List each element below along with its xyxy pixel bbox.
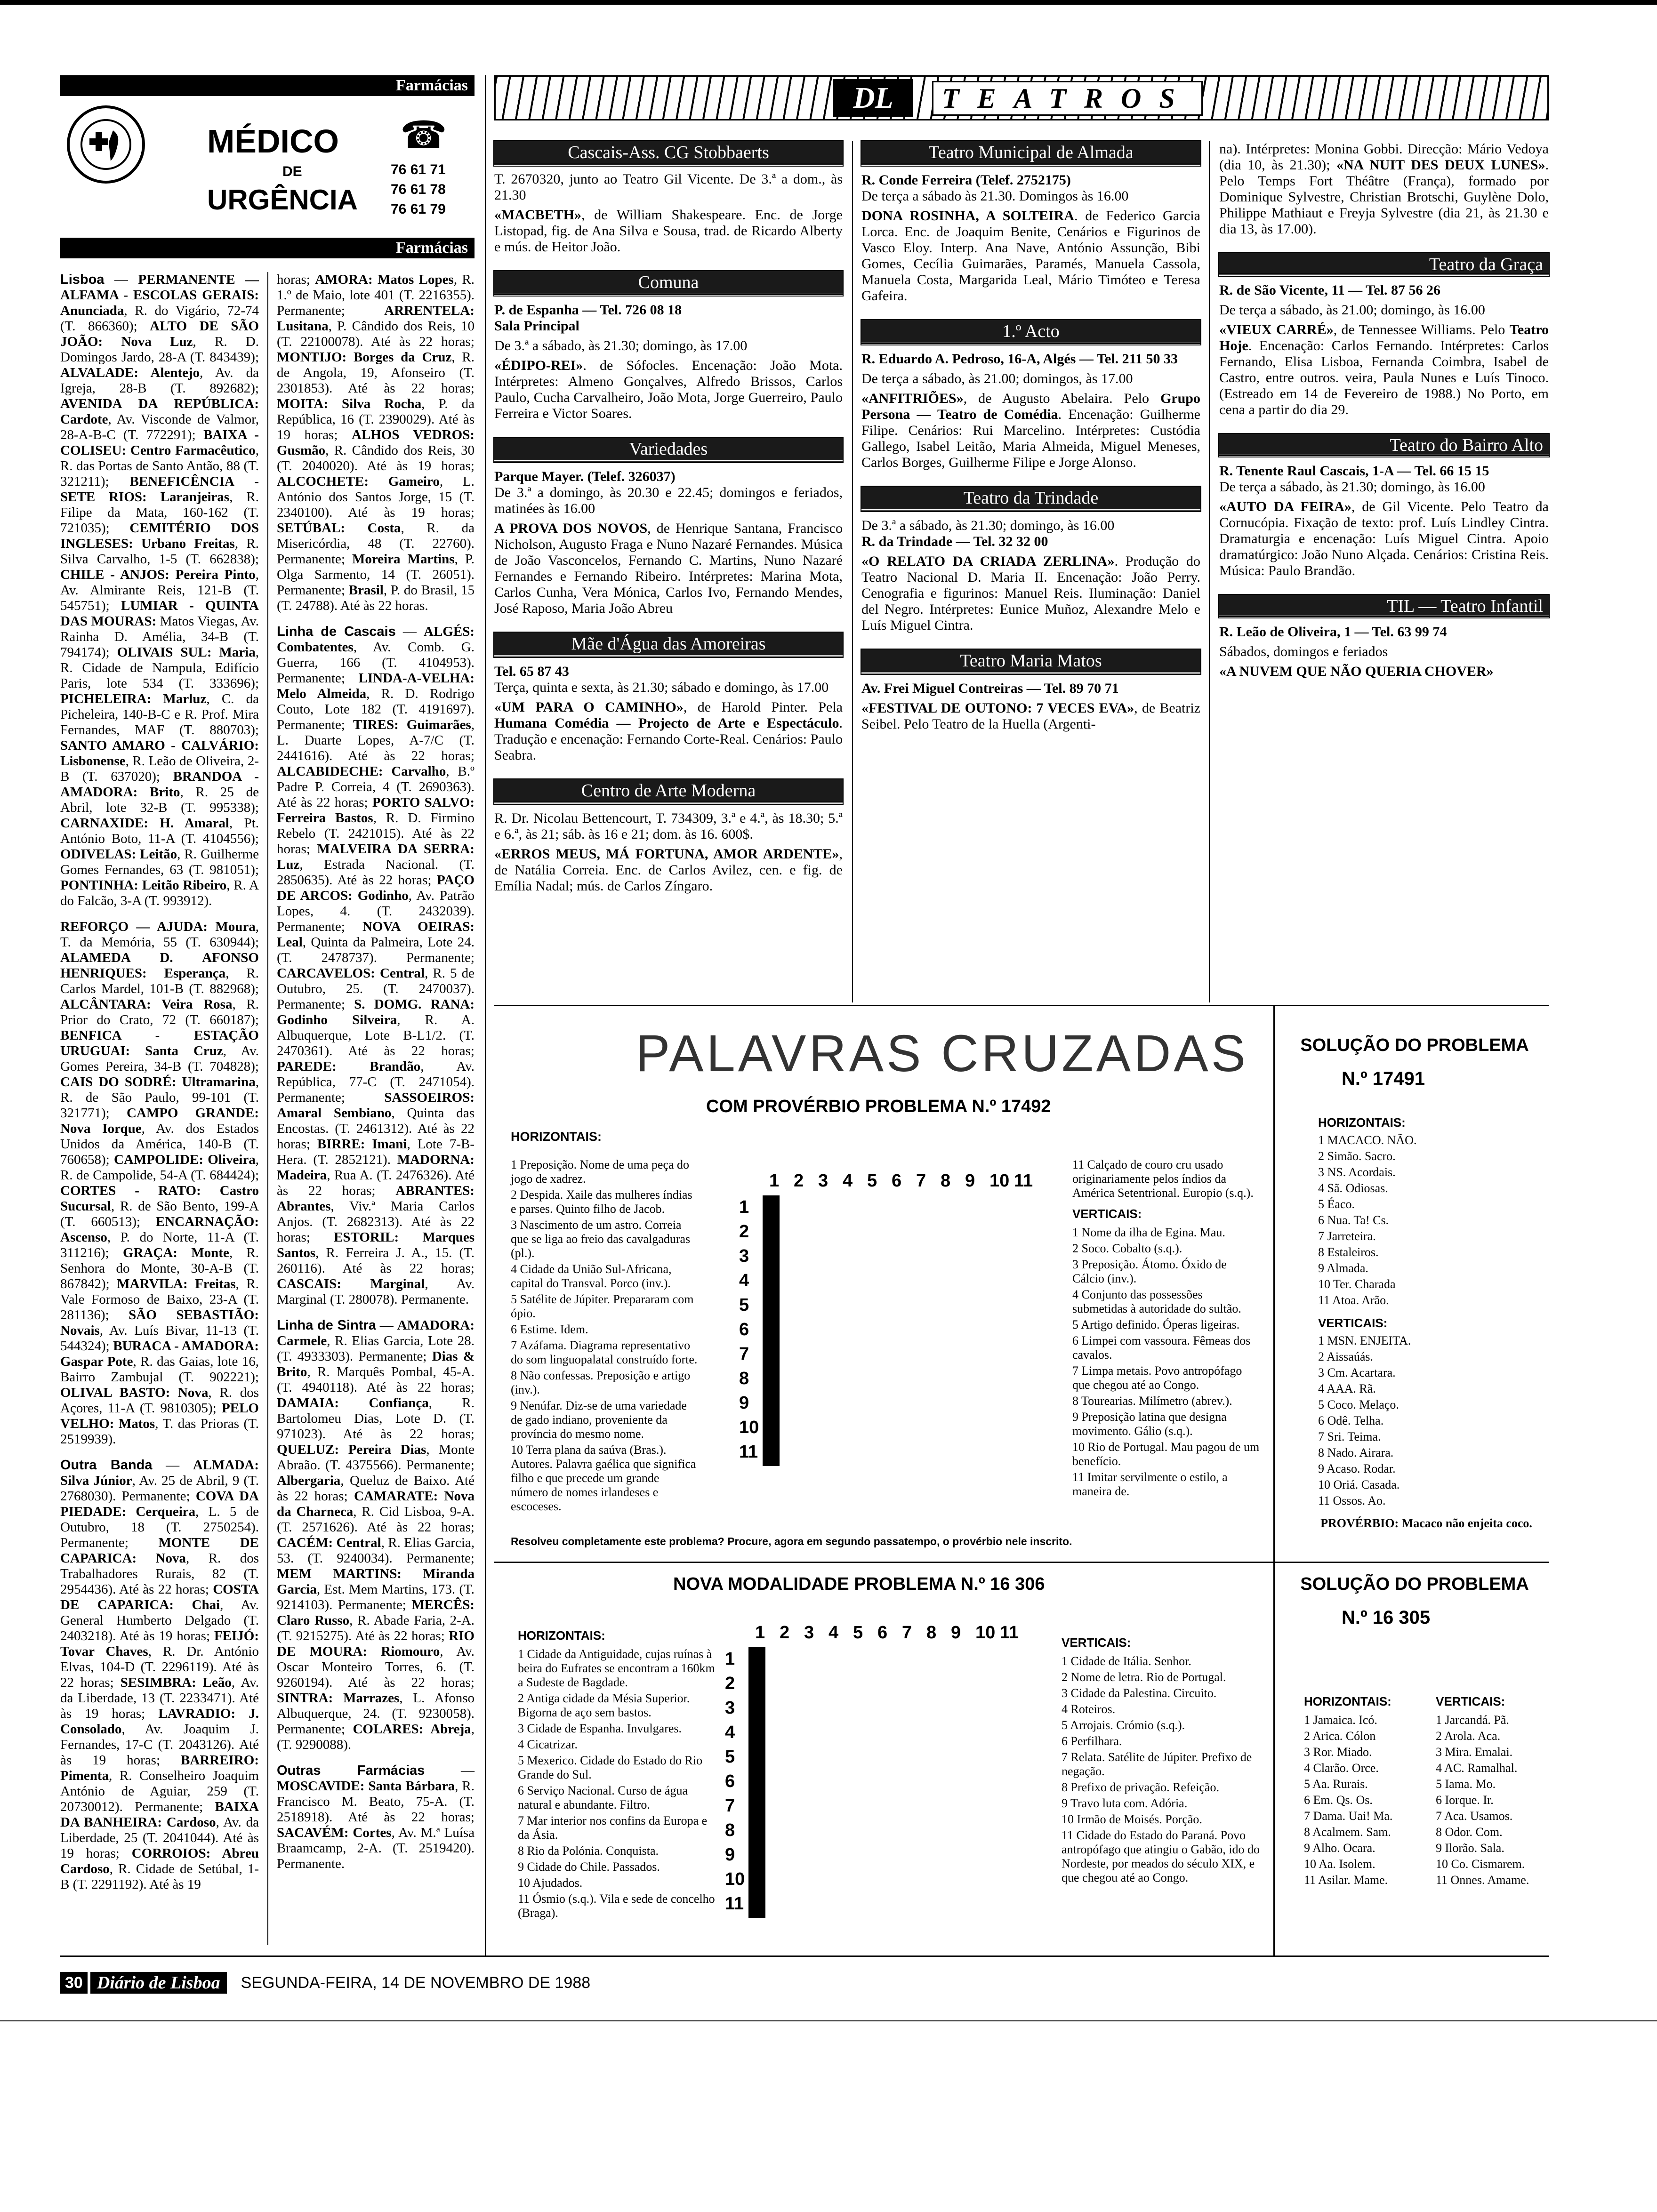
grid-row-number: 8: [739, 1369, 749, 1388]
listing-text: R. Conde Ferreira (Telef. 2752175) De terça a sábado às 21.30. Domingos às 16.00: [861, 172, 1129, 204]
text-paragraph: 10 Irmão de Moisés. Porção.: [1062, 1812, 1202, 1826]
text-paragraph: 3 Cm. Acartara.: [1318, 1366, 1396, 1379]
grid-column-number: 8: [941, 1171, 951, 1191]
listing-text: «FESTIVAL DE OUTONO: 7 VECES EVA», de Beatriz Seibel. Pelo Teatro de la Huella (Argenti-: [861, 700, 1200, 732]
theatre-listing: [861, 487, 1200, 633]
solution1-body: [1318, 1115, 1535, 1530]
text-paragraph: 1 Cidade de Itália. Senhor.: [1062, 1654, 1191, 1668]
listing-text: Av. Frei Miguel Contreiras — Tel. 89 70 71: [861, 681, 1119, 696]
grid-cell[interactable]: [778, 1417, 779, 1441]
listing-text: R. de São Vicente, 11 — Tel. 87 56 26: [1219, 282, 1441, 298]
text-paragraph: 9 Travo luta com. Adória.: [1062, 1796, 1188, 1810]
grid-column-number: 9: [951, 1623, 961, 1643]
text-paragraph: 7 Mar interior nos confins da Europa e da Ásia.: [518, 1814, 708, 1842]
grid-cell[interactable]: [778, 1441, 779, 1466]
horiz-label: HORIZONTAIS:: [518, 1628, 605, 1643]
listing-text: R. Dr. Nicolau Bettencourt, T. 734309, 3.ª e 4.ª, às 18.30; 5.ª e 6.ª, às 21; sáb. às 16 e 21; dom. às 16. 600$.: [494, 810, 843, 842]
listing-text: «MACBETH», de William Shakespeare. Enc. de Jorge Listopad, fig. de Ana Silva e Sousa, trad. de Ricardo Alberty e mús. de Heitor João.: [494, 207, 843, 255]
bottom-rule: [0, 2020, 1657, 2021]
text-paragraph: Lisboa — PERMANENTE — ALFAMA - ESCOLAS GERAIS: Anunciada, R. do Vigário, 72-74 (T. 866360); ALTO DE SÃO JOÃO: Nova Luz, R. D. Domingos Jardo, 28-A (T. 843439); ALVALADE: Alentejo, Av. da Igreja, 28-B (T. 892682); AVENIDA DA REPÚBLICA: Cardote, Av. Visconde de Valmor, 28-A-B-C (T. 772291); BAIXA - COLISEU: Centro Farmacêutico, R. das Portas de Santo Antão, 88 (T. 321211); BENEFICÊNCIA - SETE RIOS: Laranjeiras, R. Filipe da Mata, 160-162 (T. 721035); CEMITÉRIO DOS INGLESES: Urbano Freitas, R. Silva Carvalho, 1-5 (T. 662838); CHILE - ANJOS: Pereira Pinto, Av. Almirante Reis, 121-B (T. 545751); LUMIAR - QUINTA DAS MOURAS: Matos Viegas, Av. Rainha D. Amélia, 34-B (T. 794174); OLIVAIS SUL: Maria, R. Cidade de Nampula, Edifício Paris, lote 534 (T. 333696); PICHELEIRA: Marluz, C. da Picheleira, 140-B-C e R. Prof. Mira Fernandes, MAF (T. 880703); SANTO AMARO - CALVÁRIO: Lisbonense, R. Leão de Oliveira, 2-B (T. 637020); BRANDOA - AMADORA: Brito, R. 25 de Abril, lote 32-B (T. 995338); CARNAXIDE: H. Amaral, Pt. António Boto, 11-A (T. 4104556); ODIVELAS: Leitão, R. Guilherme Gomes Fernandes, 63 (T. 981051); PONTINHA: Leitão Ribeiro, R. A do Falcão, 3-A (T. 993912).: [60, 272, 259, 908]
grid-column-number: 7: [916, 1171, 926, 1191]
medico-label: MÉDICO: [207, 123, 339, 160]
text-paragraph: Linha de Cascais — ALGÉS: Combatentes, Av. Comb. G. Guerra, 166 (T. 4104953). Permanente; LINDA-A-VELHA: Melo Almeida, R. D. Rodrigo Couto, Lote 182 (T. 4191697). Permanente; TIRES: Guimarães, L. Duarte Lopes, A-7/C (T. 2441616). Até às 22 horas; ALCABIDECHE: Carvalho, B.º Padre P. Correia, 4 (T. 2690363). Até às 22 horas; PORTO SALVO: Ferreira Bastos, R. D. Firmino Rebelo (T. 2421015). Até às 22 horas; MALVEIRA DA SERRA: Luz, Estrada Nacional. (T. 2850635). Até às 22 horas; PAÇO DE ARCOS: Godinho, Av. Patrão Lopes, 4. (T. 2432039). Permanente; NOVA OEIRAS: Leal, Quinta da Palmeira, Lote 24. (T. 2478737). Permanente; CARCAVELOS: Central, R. 5 de Outubro, 25. (T. 2470037). Permanente; S. DOMG. RANA: Godinho Silveira, R. A. Albuquerque, Lote B-L1/2. (T. 2470361). Até às 22 horas; PAREDE: Brandão, Av. República, 77-C (T. 2471054). Permanente; SASSOEIROS: Amaral Sembiano, Quinta das Encostas. (T. 2461312). Até às 22 horas; BIRRE: Imani, Lote 7-B-Hera. (T. 2852121). MADORNA: Madeira, Rua A. (T. 2476326). Até às 22 horas; ABRANTES: Abrantes, Viv.ª Maria Carlos Anjos. (T. 2682313). Até às 22 horas; ESTORIL: Marques Santos, R. Ferreira J. A., 15. (T. 260116). Até às 22 horas; CASCAIS: Marginal, Av. Marginal (T. 280078). Permanente.: [277, 624, 475, 1307]
palavras-cruzadas-logo: PALAVRAS CRUZADAS: [635, 1025, 1249, 1082]
text-paragraph: 3 Preposição. Átomo. Óxido de Cálcio (inv.).: [1072, 1258, 1227, 1285]
text-paragraph: 5 Aa. Rurais.: [1304, 1777, 1368, 1791]
text-paragraph: 11 Imitar servilmente o estilo, a maneira de.: [1072, 1470, 1228, 1498]
text-paragraph: 3 NS. Acordais.: [1318, 1165, 1396, 1179]
solution2-number: N.º 16 305: [1342, 1607, 1431, 1628]
grid-cell[interactable]: [778, 1270, 779, 1294]
text-paragraph: 11 Onnes. Amame.: [1436, 1873, 1529, 1887]
page-number: 30: [60, 1972, 88, 1994]
text-paragraph: 3 Nascimento de um astro. Correia que se liga ao freio das cavalgaduras (pl.).: [511, 1218, 691, 1260]
pharmacy-list-col2: [277, 272, 475, 1945]
listing-text: T. 2670320, junto ao Teatro Gil Vicente. De 3.ª a dom., às 21.30: [494, 171, 843, 203]
text-paragraph: 3 Mira. Emalai.: [1436, 1745, 1513, 1759]
theatre-listing: [861, 649, 1200, 732]
text-paragraph: 8 Prefixo de privação. Refeição.: [1062, 1780, 1219, 1794]
text-paragraph: 10 Ajudados.: [518, 1876, 583, 1890]
text-paragraph: 7 Relata. Satélite de Júpiter. Prefixo de negação.: [1062, 1750, 1252, 1778]
grid-cell[interactable]: [764, 1893, 765, 1917]
grid-row-number: 7: [739, 1344, 749, 1364]
text-paragraph: 6 Serviço Nacional. Curso de água natural e abundante. Filtro.: [518, 1784, 688, 1811]
text-paragraph: 4 AAA. Rã.: [1318, 1382, 1376, 1395]
listing-text: R. Eduardo A. Pedroso, 16-A, Algés — Tel. 211 50 33: [861, 351, 1178, 367]
grid-row-number: 10: [739, 1418, 759, 1437]
text-paragraph: 1 Cidade da Antiguidade, cujas ruínas à beira do Eufrates se encontram a 160km a Sudeste de Bagdade.: [518, 1647, 715, 1689]
listing-text: Tel. 65 87 43 Terça, quinta e sexta, às 21.30; sábado e domingo, às 17.00: [494, 664, 829, 695]
grid-row-number: 11: [739, 1442, 758, 1462]
grid-row-number: 3: [725, 1698, 735, 1718]
grid-row-number: 2: [739, 1222, 749, 1242]
text-paragraph: 3 Cidade de Espanha. Invulgares.: [518, 1722, 682, 1735]
grid-column-number: 1: [769, 1171, 780, 1191]
text-paragraph: 5 Éaco.: [1318, 1197, 1355, 1211]
text-paragraph: 2 Antiga cidade da Mésia Superior. Bigorna de aço sem bastos.: [518, 1691, 690, 1719]
grid-row-number: 5: [739, 1295, 749, 1315]
grid-row-number: 4: [725, 1723, 735, 1742]
teatros-col2: [861, 141, 1200, 1002]
grid-column-number: 8: [926, 1623, 937, 1643]
venue-header: Teatro do Bairro Alto: [1219, 434, 1549, 457]
text-paragraph: 8 Não confessas. Preposição e artigo (inv.).: [511, 1369, 691, 1396]
grid-row-number: 2: [725, 1674, 735, 1693]
text-paragraph: 5 Coco. Melaço.: [1318, 1398, 1399, 1411]
crossword2-vert-clues: [1062, 1635, 1269, 1956]
text-paragraph: 2 Aissaúás.: [1318, 1350, 1373, 1363]
venue-header: Mãe d'Água das Amoreiras: [494, 633, 843, 657]
listing-text: R. Leão de Oliveira, 1 — Tel. 63 99 74: [1219, 624, 1447, 640]
listing-text: R. Tenente Raul Cascais, 1-A — Tel. 66 15 15 De terça a sábado, às 21.30; domingo, às 16.00: [1219, 463, 1489, 495]
grid-cell[interactable]: [778, 1196, 779, 1221]
teatros-col3: [1219, 141, 1549, 1002]
grid-row-number: 6: [739, 1320, 749, 1339]
text-paragraph: Outra Banda — ALMADA: Silva Júnior, Av. 25 de Abril, 9 (T. 2768030). Permanente; COVA DA PIEDADE: Cerqueira, L. 5 de Outubro, 18 (T. 2750254). Permanente; MONTE DE CAPARICA: Nova, R. dos Trabalhadores Rurais, 82 (T. 2954436). Até às 22 horas; COSTA DE CAPARICA: Chai, Av. General Humberto Delgado (T. 2403218). Até às 19 horas; FEIJÓ: Tovar Chaves, R. Dr. António Elvas, 104-D (T. 2296119). Até às 22 horas; SESIMBRA: Leão, Av. da Liberdade, 13 (T. 2233471). Até às 19 horas; LAVRADIO: J. Consolado, Av. Joaquim J. Fernandes, 17-C (T. 2043126). Até às 19 horas; BARREIRO: Pimenta, R. Conselheiro Joaquim António de Aguiar, 259 (T. 20730012). Permanente; BAIXA DA BANHEIRA: Cardoso, Av. da Liberdade, 25 (T. 2041044). Até às 19 horas; CORROIOS: Abreu Cardoso, R. Cidade de Setúbal, 1-B (T. 2291192). Até às 19: [60, 1458, 259, 1892]
vert-label: VERTICAIS:: [1062, 1635, 1131, 1650]
text-paragraph: 10 Terra plana da saúva (Bras.). Autores. Palavra gaélica que significa filho e que precede um grande número de nomes irlandeses e escoceses.: [511, 1443, 696, 1513]
text-paragraph: 6 Limpei com vassoura. Fêmeas dos cavalos.: [1072, 1334, 1251, 1362]
grid-cell[interactable]: [764, 1722, 765, 1746]
listing-text: na). Intérpretes: Monina Gobbi. Direcção: Mário Vedoya (dia 10, às 21.30); «NA NUIT DES DEUX LUNES». Pelo Temps Fort Théâtre (França), formado por Dominique Sylvestre, Christian Brotschi, Guylène Dolo, Philippe Mathiaut e Freyja Sylvestre (dia 21, às 21.30 e dia 13, às 17.00).: [1219, 141, 1549, 237]
text-paragraph: 3 Ror. Miado.: [1304, 1745, 1372, 1759]
listing-text: «ERROS MEUS, MÁ FORTUNA, AMOR ARDENTE», de Natália Correia. Enc. de Carlos Avilez, cen. e fig. de Emília Nadal; mús. de Carlos Zíngaro.: [494, 846, 843, 894]
grid-row-number: 3: [739, 1246, 749, 1266]
solution2-horiz-label: HORIZONTAIS:: [1304, 1694, 1392, 1708]
venue-header: Teatro Maria Matos: [861, 649, 1200, 674]
grid-row-number: 1: [725, 1649, 735, 1669]
grid-column-number: 1: [755, 1623, 765, 1643]
text-paragraph: 10 Ter. Charada: [1318, 1277, 1396, 1291]
pharmacy-header-2: Farmácias: [60, 238, 475, 258]
grid-cell[interactable]: [778, 1221, 779, 1245]
text-paragraph: 3 Cidade da Palestina. Circuito.: [1062, 1686, 1217, 1700]
text-paragraph: 8 Estaleiros.: [1318, 1245, 1379, 1259]
theatre-listing: [494, 271, 843, 422]
solution1-proverb: PROVÉRBIO: Macaco não enjeita coco.: [1320, 1516, 1532, 1530]
grid-cell[interactable]: [764, 1673, 765, 1697]
grid-column-number: 4: [843, 1171, 853, 1191]
theatre-listing: [1219, 434, 1549, 579]
text-paragraph: 9 Cidade do Chile. Passados.: [518, 1860, 660, 1874]
listing-text: De terça a sábado, às 21.00; domingo, às 16.00: [1219, 302, 1485, 318]
venue-header: Variedades: [494, 438, 843, 462]
grid-column-number: 5: [867, 1171, 877, 1191]
pharmacy-header: Farmácias: [60, 75, 475, 96]
dl-logo: DL: [833, 79, 913, 117]
text-paragraph: 4 Clarão. Orce.: [1304, 1761, 1379, 1775]
listing-text: «ANFITRIÕES», de Augusto Abelaira. Pelo Grupo Persona — Teatro de Comédia. Encenação: Guilherme Filipe. Cenários: Rui Marcelino. Intérpretes: Custódia Gallego, Isabel Leitão, Maria Almeida, Miguel Meneses, Carlos Borges, Guilherme Filipe e Jorge Alonso.: [861, 391, 1200, 470]
grid-row-number: 8: [725, 1820, 735, 1840]
theatre-listing: [494, 438, 843, 617]
text-paragraph: 11 Asilar. Mame.: [1304, 1873, 1388, 1887]
text-paragraph: 5 Mexerico. Cidade do Estado do Rio Grande do Sul.: [518, 1754, 703, 1781]
listing-text: De terça a sábado, às 21.00; domingos, às 17.00: [861, 371, 1133, 386]
venue-header: 1.º Acto: [861, 320, 1200, 345]
grid-row-number: 9: [739, 1393, 749, 1413]
phone-number: 76 61 71: [391, 162, 446, 177]
text-paragraph: 4 Sã. Odiosas.: [1318, 1181, 1388, 1195]
grid-column-number: 10: [989, 1171, 1010, 1191]
text-paragraph: 9 Ilorão. Sala.: [1436, 1841, 1504, 1855]
listing-text: «A NUVEM QUE NÃO QUERIA CHOVER»: [1219, 664, 1494, 679]
listing-text: «O RELATO DA CRIADA ZERLINA». Produção do Teatro Nacional D. Maria II. Encenação: João Perry. Cenografia e figurinos: Manuel Reis. Iluminação: Daniel del Negro. Intérpretes: Eunice Muñoz, Alexandre Melo e Luís Miguel Cintra.: [861, 553, 1200, 633]
horiz-label: HORIZONTAIS:: [511, 1130, 602, 1144]
teatros-divider: [852, 141, 853, 1002]
text-paragraph: 9 Alho. Ocara.: [1304, 1841, 1375, 1855]
grid-cell[interactable]: [764, 1648, 765, 1673]
solution1-horiz-label: HORIZONTAIS:: [1318, 1115, 1406, 1130]
text-paragraph: 10 Rio de Portugal. Mau pagou de um benefício.: [1072, 1440, 1260, 1468]
bottom-content-rule: [60, 1956, 1549, 1957]
grid-cell[interactable]: [764, 1771, 765, 1795]
solution1-number: N.º 17491: [1342, 1068, 1425, 1089]
theatre-listing: [494, 779, 843, 894]
grid-cell[interactable]: [764, 1844, 765, 1868]
text-paragraph: horas; AMORA: Matos Lopes, R. 1.º de Maio, lote 401 (T. 2216355). Permanente; ARRENTELA: Lusitana, P. Cândido dos Reis, 10 (T. 22100078). Até às 22 horas; MONTIJO: Borges da Cruz, R. de Angola, 19, Afonseiro (T. 2301853). Até às 22 horas; MOITA: Silva Rocha, P. da República, 16 (T. 2390029). Até às 19 horas; ALHOS VEDROS: Gusmão, R. Cândido dos Reis, 30 (T. 2040020). Até às 19 horas; ALCOCHETE: Gameiro, L. António dos Santos Jorge, 15 (T. 2340100). Até às 19 horas; SETÚBAL: Costa, R. da Misericórdia, 48 (T. 22760). Permanente; Moreira Martins, P. Olga Sarmento, 14 (T. 26051). Permanente; Brasil, P. do Brasil, 15 (T. 24788). Até às 22 horas.: [277, 272, 475, 613]
newspaper-name: Diário de Lisboa: [90, 1972, 227, 1994]
text-paragraph: 1 Preposição. Nome de uma peça do jogo de xadrez.: [511, 1158, 690, 1186]
text-paragraph: 4 Conjunto das possessões submetidas à autoridade do sultão.: [1072, 1288, 1241, 1315]
crossword1-footer: Resolveu completamente este problema? Procure, agora em segundo passatempo, o provérbio nele inscrito.: [511, 1535, 1072, 1547]
text-paragraph: 2 Simão. Sacro.: [1318, 1149, 1396, 1163]
crossword2-title: NOVA MODALIDADE PROBLEMA N.º 16 306: [673, 1574, 1045, 1594]
grid-cell[interactable]: [778, 1294, 779, 1319]
grid-row-number: 11: [725, 1894, 744, 1914]
crossword1-title: COM PROVÉRBIO PROBLEMA N.º 17492: [706, 1097, 1051, 1116]
solution2-title: SOLUÇÃO DO PROBLEMA: [1300, 1574, 1529, 1594]
venue-header: TIL — Teatro Infantil: [1219, 595, 1549, 617]
text-paragraph: 9 Nenúfar. Diz-se de uma variedade de gado indiano, proveniente da província do mesmo nome.: [511, 1399, 687, 1441]
teatros-divider: [1209, 141, 1210, 1002]
text-paragraph: 1 Jarcandá. Pã.: [1436, 1713, 1509, 1727]
grid-row-number: 7: [725, 1796, 735, 1816]
de-label: DE: [282, 164, 302, 179]
text-paragraph: 11 Calçado de couro cru usado originariamente pelos índios da América Setentrional. Europio (s.q.).: [1072, 1158, 1254, 1200]
grid-row-number: 5: [725, 1747, 735, 1767]
grid-column-number: 5: [853, 1623, 863, 1643]
grid-column-number: 7: [902, 1623, 912, 1643]
grid-cell[interactable]: [764, 1819, 765, 1844]
text-paragraph: 9 Almada.: [1318, 1261, 1368, 1275]
crossword1-vert-clues: [1072, 1158, 1261, 1534]
grid-cell[interactable]: [778, 1392, 779, 1417]
venue-header: Teatro da Trindade: [861, 487, 1200, 511]
text-paragraph: 7 Limpa metais. Povo antropófago que chegou até ao Congo.: [1072, 1364, 1242, 1392]
text-paragraph: 10 Oriá. Casada.: [1318, 1478, 1400, 1491]
grid-column-number: 2: [794, 1171, 804, 1191]
grid-column-number: 11: [1014, 1171, 1033, 1191]
grid-row-number: 9: [725, 1845, 735, 1865]
text-paragraph: 7 Azáfama. Diagrama representativo do som linguopalatal construído forte.: [511, 1338, 698, 1366]
text-paragraph: 11 Cidade do Estado do Paraná. Povo antropófago que atingiu o Gabão, ido do Nordeste, por meados do século XIX, e que chegou até ao Congo.: [1062, 1828, 1260, 1884]
listing-text: De 3.ª a sábado, às 21.30; domingo, às 16.00 R. da Trindade — Tel. 32 32 00: [861, 518, 1115, 549]
text-paragraph: 5 Iama. Mo.: [1436, 1777, 1496, 1791]
text-paragraph: 6 Estime. Idem.: [511, 1322, 588, 1336]
phone-icon: ☎: [400, 115, 447, 156]
crossword2-horiz-clues: [518, 1628, 720, 1967]
text-paragraph: 9 Acaso. Rodar.: [1318, 1462, 1396, 1475]
grid-row-number: 1: [739, 1197, 749, 1217]
listing-text: P. de Espanha — Tel. 726 08 18 Sala Principal: [494, 302, 682, 334]
text-paragraph: 1 MACACO. NÃO.: [1318, 1133, 1417, 1147]
crossword-mid-rule: [494, 1562, 1549, 1563]
urgencia-label: URGÊNCIA: [207, 184, 358, 216]
text-paragraph: 11 Ossos. Ao.: [1318, 1494, 1386, 1507]
phone-numbers: [391, 160, 446, 219]
text-paragraph: 10 Co. Cismarem.: [1436, 1857, 1525, 1871]
text-paragraph: 9 Preposição latina que designa movimento. Gálio (s.q.).: [1072, 1410, 1227, 1438]
text-paragraph: 8 Rio da Polónia. Conquista.: [518, 1844, 659, 1858]
theatre-listing: [861, 141, 1200, 304]
theatre-listing: [494, 171, 843, 255]
listing-text: «ÉDIPO-REI». de Sófocles. Encenação: João Mota. Intérpretes: Almeno Gonçalves, Alfredo Brissos, Carlos Paulo, Cucha Carvalheiro, João Mota, Jorge Guerreiro, Paulo Ferreira e Victor Soares.: [494, 358, 843, 421]
grid-row-number: 10: [725, 1869, 745, 1889]
teatros-title: [932, 81, 1203, 116]
text-paragraph: 6 Em. Qs. Os.: [1304, 1793, 1373, 1807]
venue-header: Comuna: [494, 271, 843, 296]
theatre-listing: [494, 633, 843, 763]
text-paragraph: 6 Perfilhara.: [1062, 1734, 1122, 1748]
grid-column-number: 4: [828, 1623, 839, 1643]
grid-row-number: 6: [725, 1771, 735, 1791]
text-paragraph: 11 Ósmio (s.q.). Vila e sede de concelho (Braga).: [518, 1892, 715, 1920]
text-paragraph: 4 Cicatrizar.: [518, 1738, 578, 1751]
pharmacy-divider: [267, 272, 268, 1945]
text-paragraph: 5 Artigo definido. Óperas ligeiras.: [1072, 1318, 1240, 1331]
listing-text: DONA ROSINHA, A SOLTEIRA. de Federico Garcia Lorca. Enc. de Joaquim Benite, Cenários e Figurinos de Vasco Eloy. Interp. Ana Nave, António Assunção, Bibi Gomes, Cecília Guimarães, Paramés, Manuela Cassola, Manuela Costa, Margarida Leal, Mário Timóteo e Teresa Gafeira.: [861, 208, 1200, 304]
text-paragraph: 7 Jarreteira.: [1318, 1229, 1376, 1243]
text-paragraph: 8 Nado. Airara.: [1318, 1446, 1394, 1459]
top-rule: [0, 0, 1657, 5]
theatre-listing: [1219, 595, 1549, 680]
solution-divider: [1273, 1005, 1275, 1956]
text-paragraph: 2 Arica. Cólon: [1304, 1729, 1376, 1743]
grid-column-number: 6: [892, 1171, 902, 1191]
grid-column-number: 2: [780, 1623, 790, 1643]
grid-cell[interactable]: [764, 1795, 765, 1819]
text-paragraph: 6 Iorque. Ir.: [1436, 1793, 1494, 1807]
venue-header: Centro de Arte Moderna: [494, 779, 843, 804]
vert-label: VERTICAIS:: [1072, 1207, 1142, 1221]
grid-row-number: 4: [739, 1271, 749, 1290]
grid-cell[interactable]: [764, 1868, 765, 1893]
clinic-logo: [66, 104, 146, 184]
solution2-vert: [1436, 1694, 1549, 1892]
text-paragraph: 1 Jamaica. Icó.: [1304, 1713, 1377, 1727]
listing-text: De 3.ª a sábado, às 21.30; domingo, às 17.00: [494, 338, 748, 353]
text-paragraph: 2 Despida. Xaile das mulheres índias e parses. Quinto filho de Jacob.: [511, 1188, 692, 1216]
text-paragraph: 4 Roteiros.: [1062, 1702, 1116, 1716]
solution1-vert-label: VERTICAIS:: [1318, 1316, 1388, 1330]
text-paragraph: 10 Aa. Isolem.: [1304, 1857, 1375, 1871]
text-paragraph: 5 Satélite de Júpiter. Prepararam com ópio.: [511, 1292, 694, 1320]
text-paragraph: 2 Arola. Aca.: [1436, 1729, 1501, 1743]
text-paragraph: REFORÇO — AJUDA: Moura, T. da Memória, 55 (T. 630944); ALAMEDA D. AFONSO HENRIQUES: Esperança, R. Carlos Mardel, 101-B (T. 882968); ALCÂNTARA: Veira Rosa, R. Prior do Crato, 72 (T. 660187); BENFICA - ESTAÇÃO URUGUAI: Santa Cruz, Av. Gomes Pereira, 34-B (T. 704828); CAIS DO SODRÉ: Ultramarina, R. de São Paulo, 99-101 (T. 321771); CAMPO GRANDE: Nova Iorque, Av. dos Estados Unidos da América, 140-B (T. 760658); CAMPOLIDE: Oliveira, R. de Campolide, 54-A (T. 684424); CORTES - RATO: Castro Sucursal, R. de São Bento, 199-A (T. 660513); ENCARNAÇÃO: Ascenso, P. do Norte, 11-A (T. 311216); GRAÇA: Monte, R. Senhora do Monte, 30-A-B (T. 867842); MARVILA: Freitas, R. Vale Formoso de Baixo, 23-A (T. 281136); SÃO SEBASTIÃO: Novais, Av. Luís Bivar, 11-13 (T. 544324); BURACA - AMADORA: Gaspar Pote, R. das Gaias, lote 16, Bairro Zambujal (T. 902221); OLIVAL BASTO: Nova, R. dos Açores, 11-A (T. 9810305); PELO VELHO: Matos, T. das Prioras (T. 2519939).: [60, 919, 259, 1447]
phone-number: 76 61 78: [391, 182, 446, 197]
text-paragraph: 11 Atoa. Arão.: [1318, 1293, 1389, 1307]
text-paragraph: 1 Nome da ilha de Egina. Mau.: [1072, 1226, 1225, 1239]
listing-text: A PROVA DOS NOVOS, de Henrique Santana, Francisco Nicholson, Augusto Fraga e Nuno Nazaré Fernandes. Música de João Vasconcelos, Fernando C. Martins, Nuno Nazaré Fernandes e Fernando Ribeiro. Intérpretes: Marina Mota, Carlos Cunha, Vera Mónica, Carlos Ivo, Fernando Mendes, José Raposo, Maria João Abreu: [494, 521, 843, 616]
teatros-col1: [494, 141, 843, 1002]
phone-number: 76 61 79: [391, 201, 446, 217]
venue-header: Cascais-Ass. CG Stobbaerts: [494, 141, 843, 166]
listing-text: «AUTO DA FEIRA», de Gil Vicente. Pelo Teatro da Cornucópia. Fixação de texto: prof. Luís Lindley Cintra. Dramaturgia e encenação: Luís Miguel Cintra. Apoio dramatúrgico: João Nuno Alçada. Cenários: Cristina Reis. Música: Paulo Brandão.: [1219, 499, 1549, 578]
solution1-title: SOLUÇÃO DO PROBLEMA: [1300, 1035, 1529, 1055]
crossword-top-rule: [494, 1005, 1549, 1006]
text-paragraph: 7 Dama. Uai! Ma.: [1304, 1809, 1393, 1823]
solution2-horiz: [1304, 1694, 1426, 1892]
grid-column-number: 3: [818, 1171, 828, 1191]
text-paragraph: 8 Odor. Com.: [1436, 1825, 1503, 1839]
page-date: SEGUNDA-FEIRA, 14 DE NOVEMBRO DE 1988: [241, 1973, 591, 1992]
text-paragraph: 6 Nua. Ta! Cs.: [1318, 1213, 1389, 1227]
text-paragraph: 1 MSN. ENJEITA.: [1318, 1334, 1411, 1347]
listing-text: Parque Mayer. (Telef. 326037) De 3.ª a domingo, às 20.30 e 22.45; domingos e feriados, matinées às 16.00: [494, 469, 843, 516]
grid-cell[interactable]: [778, 1319, 779, 1343]
section-divider: [485, 75, 486, 1956]
text-paragraph: 7 Sri. Teima.: [1318, 1430, 1381, 1443]
listing-text: Sábados, domingos e feriados: [1219, 644, 1388, 659]
grid-cell[interactable]: [778, 1245, 779, 1270]
theatre-listing: [861, 320, 1200, 471]
theatre-listing: [1219, 253, 1549, 418]
grid-cell[interactable]: [764, 1697, 765, 1722]
grid-cell[interactable]: [778, 1343, 779, 1368]
grid-column-number: 11: [1000, 1623, 1019, 1643]
grid-column-number: 6: [877, 1623, 888, 1643]
page-footer: [60, 1972, 590, 1994]
grid-column-number: 10: [975, 1623, 996, 1643]
text-paragraph: 2 Soco. Cobalto (s.q.).: [1072, 1242, 1182, 1255]
pharmacy-list-col1: [60, 272, 259, 1945]
text-paragraph: Outras Farmácias — MOSCAVIDE: Santa Bárbara, R. Francisco M. Beato, 75-A. (T. 2518918). Até às 22 horas; SACAVÉM: Cortes, Av. M.ª Luísa Braamcamp, 2-A. (T. 2519420). Permanente.: [277, 1763, 475, 1871]
grid-column-number: 3: [804, 1623, 814, 1643]
listing-text: «VIEUX CARRÉ», de Tennessee Williams. Pelo Teatro Hoje. Encenação: Carlos Fernando. Intérpretes: Carlos Fernando, Elisa Lisboa, Fernanda Coimbra, Isabel de Castro, entre outros. veira, Paula Nunes e Luís Tinoco. (Estreado em 14 de Fevereiro de 1988.) No Porto, em cena a partir do dia 29.: [1219, 322, 1549, 417]
text-paragraph: 4 AC. Ramalhal.: [1436, 1761, 1518, 1775]
crossword1-horiz-clues: [511, 1158, 699, 1513]
venue-header: Teatro Municipal de Almada: [861, 141, 1200, 166]
teatros-title-text: TEATROS: [932, 81, 1203, 116]
text-paragraph: 8 Acalmem. Sam.: [1304, 1825, 1391, 1839]
grid-cell[interactable]: [764, 1746, 765, 1771]
listing-text: «UM PARA O CAMINHO», de Harold Pinter. Pela Humana Comédia — Projecto de Arte e Espectáculo. Tradução e encenação: Fernando Corte-Real. Cenários: Paulo Seabra.: [494, 699, 843, 763]
text-paragraph: 8 Tourearias. Milímetro (abrev.).: [1072, 1394, 1232, 1408]
grid-cell[interactable]: [778, 1368, 779, 1392]
theatre-listing: [1219, 141, 1549, 237]
grid-column-number: 9: [965, 1171, 975, 1191]
text-paragraph: 6 Odê. Telha.: [1318, 1414, 1384, 1427]
text-paragraph: 4 Cidade da União Sul-Africana, capital do Transval. Porco (inv.).: [511, 1262, 672, 1290]
text-paragraph: 7 Aca. Usamos.: [1436, 1809, 1513, 1823]
venue-header: Teatro da Graça: [1219, 253, 1549, 276]
text-paragraph: Linha de Sintra — AMADORA: Carmele, R. Elias Garcia, Lote 28.(T. 4933303). Permanente; Dias & Brito, R. Marquês Pombal, 45-A. (T. 4940118). Até às 22 horas; DAMAIA: Confiança, R. Bartolomeu Dias, Lote D. (T. 971023). Até às 22 horas; QUELUZ: Pereira Dias, Monte Abraão. (T. 4375566). Permanente; Albergaria, Queluz de Baixo. Até às 22 horas; CAMARATE: Nova da Charneca, R. Cid Lisboa, 9-A. (T. 2571626). Até às 22 horas; CACÉM: Central, R. Elias Garcia, 53. (T. 9240034). Permanente; MEM MARTINS: Miranda Garcia, Est. Mem Martins, 173. (T. 9214103). Permanente; MERCÊS: Claro Russo, R. Abade Faria, 2-A. (T. 9215275). Até às 22 horas; RIO DE MOURA: Riomouro, Av. Oscar Monteiro Torres, 6. (T. 9260194). Até às 22 horas; SINTRA: Marrazes, L. Afonso Albuquerque, 24. (T. 9230058). Permanente; COLARES: Abreja, (T. 9290088).: [277, 1318, 475, 1752]
solution2-vert-label: VERTICAIS:: [1436, 1694, 1505, 1708]
text-paragraph: 5 Arrojais. Crómio (s.q.).: [1062, 1718, 1185, 1732]
text-paragraph: 2 Nome de letra. Rio de Portugal.: [1062, 1670, 1226, 1684]
